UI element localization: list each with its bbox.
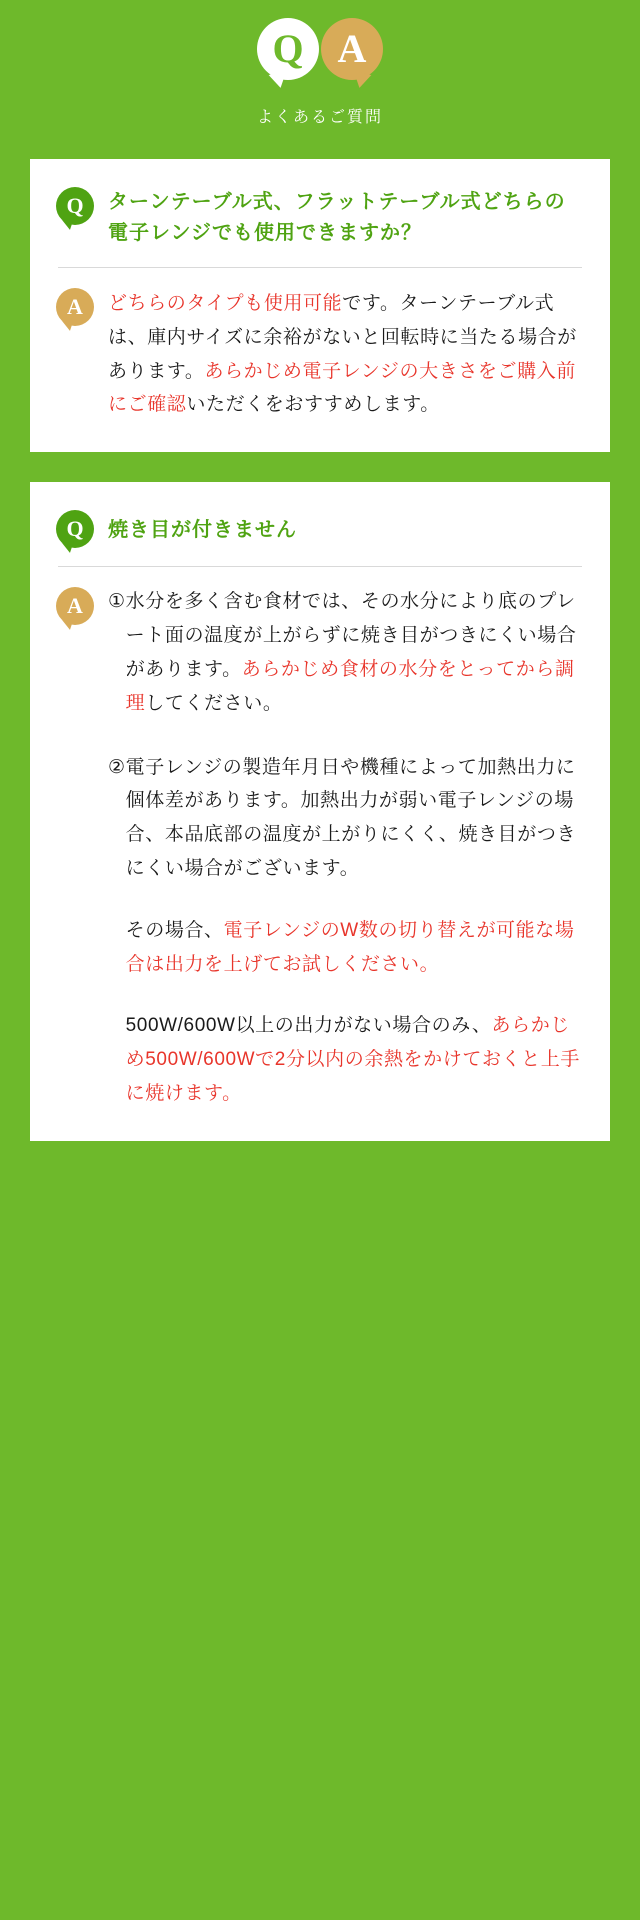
question-badge-letter: Q [66,193,84,218]
numbered-list-item [108,585,584,720]
card-divider [58,566,582,567]
body-text: いただくをおすすめします。 [186,394,440,416]
logo-a-letter: A [337,26,367,71]
paragraph [126,751,584,886]
list-item-number: ① [108,591,126,613]
body-text: してください。 [145,692,283,714]
card-divider [58,267,582,268]
answer-text-1 [108,286,584,422]
highlighted-text: どちらのタイプも使用可能 [108,293,343,314]
question-text-2: 焼き目が付きません [108,519,297,542]
answer-badge-letter: A [67,294,83,319]
highlighted-text: あらかじめ電子レンジの大きさをご購入前にご確認 [108,360,576,416]
question-row-2 [56,508,584,548]
question-text-1: ターンテーブル式、フラットテーブル式どちらの電子レンジでも使用できますか？ [108,191,566,244]
answer-badge-icon [56,288,94,326]
numbered-list-item [108,751,584,1111]
question-row-1 [56,185,584,249]
body-text: 500W/600W以上の出力がない場合のみ、 [125,1015,492,1037]
answer-badge-icon [56,587,94,625]
list-item-body [126,585,584,720]
faq-card-2 [30,482,610,1141]
paragraph [126,1009,584,1110]
highlighted-text: 電子レンジのW数の切り替えが可能な場合は出力を上げてお試しください。 [125,919,575,975]
question-badge-icon [56,510,94,548]
question-badge-letter: Q [66,516,84,542]
answer-row-1 [56,286,584,422]
answer-row-2 [56,585,584,1111]
speech-bubble-q-icon [257,18,319,80]
body-text: 水分を多く含む食材では、その水分により底のプレート面の温度が上がらずに焼き目がつきにくい場合があります。 [125,591,577,680]
list-item-body [126,751,584,1111]
list-item-number: ② [108,756,126,778]
page-title: よくあるご質問 [256,109,383,126]
logo-q-letter: Q [272,26,304,71]
paragraph [126,585,584,720]
body-text: 電子レンジの製造年月日や機種によって加熱出力に個体差があります。加熱出力が弱い電子レンジの場合、本品底部の温度が上がりにくく、焼き目がつきにくい場合がございます。 [125,756,577,879]
paragraph [126,914,584,982]
highlighted-text: あらかじめ500W/600Wで2分以内の余熱をかけておくと上手に焼けます。 [125,1015,580,1104]
answer-badge-letter: A [67,593,83,619]
qa-logo [30,18,610,96]
answer-text-2 [108,585,584,1111]
faq-card-1 [30,159,610,452]
question-badge-icon [56,187,94,225]
body-text: その場合、 [125,919,224,941]
body-text: です。ターンテーブル式は、庫内サイズに余裕がないと回転時に当たる場合があります。 [108,293,577,382]
highlighted-text: あらかじめ食材の水分をとってから調理 [125,658,575,714]
speech-bubble-a-icon [321,18,383,80]
page-header [30,0,610,127]
